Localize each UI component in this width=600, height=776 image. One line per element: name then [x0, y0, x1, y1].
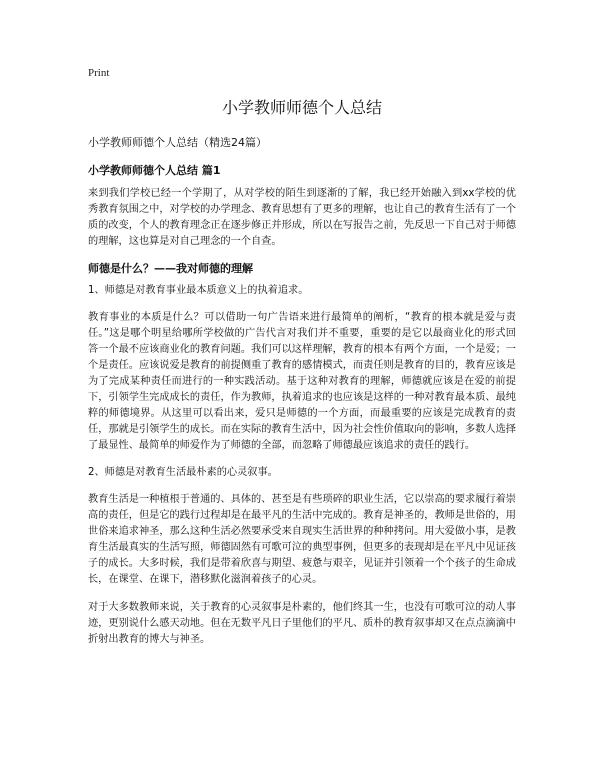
- document-subtitle: 小学教师师德个人总结（精选24篇）: [88, 136, 267, 149]
- section-heading-1: 小学教师师德个人总结 篇1: [88, 164, 221, 177]
- document-page: [88, 66, 516, 660]
- list-point-1: 1、师德是对教育事业最本质意义上的执着追求。: [88, 285, 309, 296]
- list-point-2: 2、师德是对教育生活最朴素的心灵叙事。: [88, 467, 278, 478]
- paragraph-point-2: 教育生活是一种植根于普通的、具体的、甚至是有些琐碎的职业生活，它以崇高的要求履行着崇高的责任，但是它的践行过程却是在最平凡的生活中完成的。教育是神圣的，教师是世俗的，用世俗来追求神圣，那么这种生活必然要承受来自现实生活世界的种种拷问。用大爱做小事，是教育生活最真实的生活写照，师德固然有可歌可泣的典型事例，但更多的表现却是在平凡中见证孩子的成长。大多时候，我们是带着欣喜与期望、疲惫与艰辛，见证并引领着一个个孩子的生命成长，在课堂、在课下，潜移默化滋润着孩子的心灵。: [88, 494, 516, 585]
- paragraph-intro: 来到我们学校已经一个学期了，从对学校的陌生到逐渐的了解，我已经开始融入到xx学校的优秀教育氛围之中，对学校的办学理念、教育思想有了更多的理解，也让自己的教育生活有了一个质的改变，个人的教育理念正在逐步修正并形成，所以在写报告之前，先反思一下自己对于师德的理解，这也算是对自己理念的一个自查。: [88, 188, 516, 247]
- section-heading-2: 师德是什么？——我对师德的理解: [88, 262, 253, 275]
- print-link[interactable]: Print: [88, 67, 110, 79]
- paragraph-last: 对于大多数教师来说，关于教育的心灵叙事是朴素的，他们终其一生，也没有可歌可泣的动人事迹，更别说什么感天动地。但在无数平凡日子里他们的平凡、质朴的教育叙事却又在点点滴滴中折射出教育的博大与神圣。: [88, 602, 516, 645]
- page-title: 小学教师师德个人总结: [221, 98, 382, 117]
- paragraph-point-1: 教育事业的本质是什么？可以借助一句广告语来进行最简单的阐析，“教育的根本就是爱与责任。”这是哪个明星给哪所学校做的广告代言对我们并不重要，重要的是它以最商业化的形式回答一个最不应该商业化的教育问题。我们可以这样理解，教育的根本有两个方面，一个是爱；一个是责任。应该说爱是教育的前提侧重了教育的感情模式，而责任则是教育的目的，教育应该是为了完成某种责任而进行的一种实践活动。基于这种对教育的理解，师德就应该是在爱的前提下，引领学生完成成长的责任，作为教师，执着追求的也应该是这样的一种对教育最本质、最纯粹的师德境界。从这里可以看出来，爱只是师德的一个方面，而最重要的应该是完成教育的责任，那就是引领学生的成长。而在实际的教育生活中，因为社会性价值取向的影响，多数人选择了最显性、最简单的师爱作为了师德的全部，而忽略了师德最应该追求的责任的践行。: [88, 312, 516, 451]
